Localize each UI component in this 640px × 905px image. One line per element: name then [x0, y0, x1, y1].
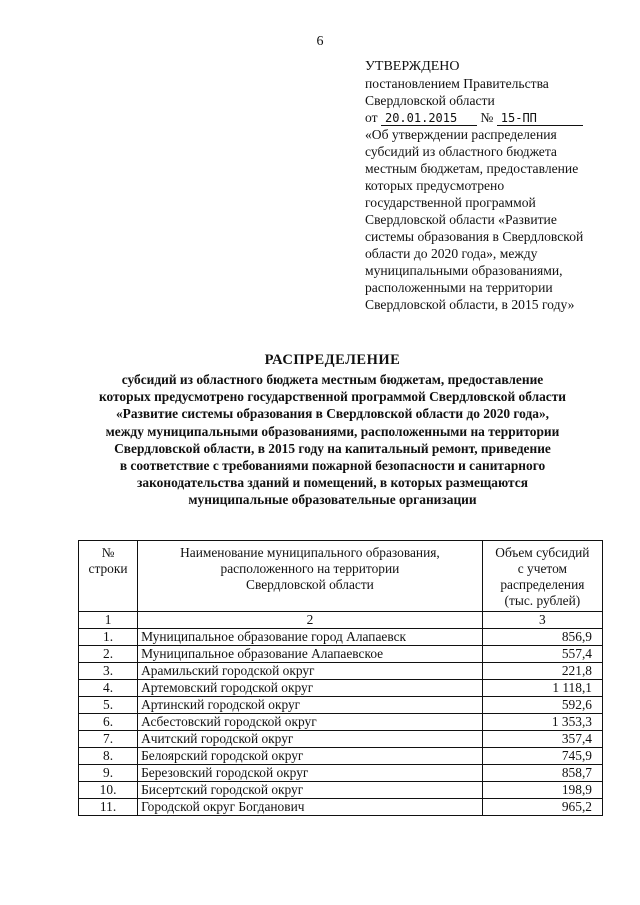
approval-line: постановлением Правительства — [365, 76, 549, 91]
subsidy-amount: 357,4 — [482, 731, 602, 748]
row-number: 9. — [79, 765, 138, 782]
table-row — [79, 680, 603, 697]
approval-heading: УТВЕРЖДЕНО — [365, 59, 460, 74]
document-subtitle-line: муниципальные образовательные организации — [188, 492, 477, 508]
subsidy-amount: 965,2 — [482, 799, 602, 816]
subsidy-amount: 856,9 — [482, 629, 602, 646]
column-index: 3 — [482, 612, 602, 629]
approval-date-line — [365, 109, 635, 126]
document-subtitle-line: которых предусмотрено государственной программой Свердловской области — [98, 389, 567, 405]
table-row — [79, 782, 603, 799]
approval-about-line: которых предусмотрено — [365, 178, 505, 193]
distribution-table — [78, 540, 603, 816]
document-subtitle-line: субсидий из областного бюджета местным бюджетам, предоставление — [121, 372, 544, 387]
table-row — [79, 714, 603, 731]
approval-about-line: системы образования в Свердловской — [365, 229, 584, 244]
row-number: 8. — [79, 748, 138, 765]
approval-about-line: государственной программой — [365, 195, 536, 210]
document-subtitle-line: в соответствие с требованиями пожарной безопасности и санитарного — [119, 458, 546, 474]
subsidy-amount: 221,8 — [482, 663, 602, 680]
header-text: расположенного на территории — [220, 561, 400, 576]
subsidy-amount: 858,7 — [482, 765, 602, 782]
column-index: 2 — [138, 612, 483, 629]
header-text: № — [101, 545, 115, 560]
header-text: Свердловской области — [246, 577, 374, 592]
municipality-name: Муниципальное образование Алапаевское — [138, 646, 483, 663]
municipality-name: Ачитский городской округ — [138, 731, 483, 748]
row-number: 1. — [79, 629, 138, 646]
subsidy-amount: 592,6 — [482, 697, 602, 714]
row-number: 7. — [79, 731, 138, 748]
header-municipality — [138, 541, 483, 612]
header-text: распределения — [500, 577, 585, 592]
approval-number: 15-ПП — [497, 112, 583, 126]
row-number: 5. — [79, 697, 138, 714]
document-title: РАСПРЕДЕЛЕНИЕ — [264, 352, 401, 368]
row-number: 11. — [79, 799, 138, 816]
subsidy-amount: 1 353,3 — [482, 714, 602, 731]
row-number: 10. — [79, 782, 138, 799]
municipality-name: Березовский городской округ — [138, 765, 483, 782]
header-text: Наименование муниципального образования, — [180, 545, 440, 560]
header-text: с учетом — [517, 561, 568, 576]
municipality-name: Асбестовский городской округ — [138, 714, 483, 731]
approval-about-line: Свердловской области «Развитие — [365, 212, 557, 227]
row-number: 4. — [79, 680, 138, 697]
approval-block — [365, 58, 635, 313]
row-number: 3. — [79, 663, 138, 680]
table-row — [79, 799, 603, 816]
subsidy-amount: 1 118,1 — [482, 680, 602, 697]
column-index: 1 — [79, 612, 138, 629]
municipality-name: Бисертский городской округ — [138, 782, 483, 799]
subsidy-amount: 557,4 — [482, 646, 602, 663]
date-prefix: от — [365, 110, 378, 125]
approval-about-line: расположенными на территории — [365, 280, 553, 295]
municipality-name: Белоярский городской округ — [138, 748, 483, 765]
document-title-block — [40, 352, 625, 509]
table-row — [79, 748, 603, 765]
approval-about-line: «Об утверждении распределения — [365, 127, 557, 142]
header-text: (тыс. рублей) — [504, 593, 581, 608]
subsidy-amount: 198,9 — [482, 782, 602, 799]
municipality-name: Артинский городской округ — [138, 697, 483, 714]
approval-date: 20.01.2015 — [381, 112, 477, 126]
document-subtitle-line: между муниципальными образованиями, расположенными на территории — [105, 423, 560, 439]
table-row — [79, 663, 603, 680]
document-subtitle-line: законодательства зданий и помещений, в которых размещаются — [137, 475, 528, 491]
table-row — [79, 646, 603, 663]
approval-about-line: Свердловской области, в 2015 году» — [365, 297, 575, 312]
municipality-name: Артемовский городской округ — [138, 680, 483, 697]
municipality-name: Муниципальное образование город Алапаевск — [138, 629, 483, 646]
table-row — [79, 765, 603, 782]
subsidy-amount: 745,9 — [482, 748, 602, 765]
header-text: Объем субсидий — [495, 545, 590, 560]
row-number: 2. — [79, 646, 138, 663]
approval-about-line: области до 2020 года», между — [365, 246, 538, 261]
column-index-row — [79, 612, 603, 629]
table-row — [79, 731, 603, 748]
header-row-number — [79, 541, 138, 612]
header-text: строки — [88, 561, 128, 576]
row-number: 6. — [79, 714, 138, 731]
table-row — [79, 697, 603, 714]
approval-about-line: субсидий из областного бюджета — [365, 144, 557, 159]
approval-line: Свердловской области — [365, 93, 495, 108]
approval-about-line: местным бюджетам, предоставление — [365, 161, 579, 176]
municipality-name: Городской округ Богданович — [138, 799, 483, 816]
page-number: 6 — [316, 34, 324, 49]
header-amount — [482, 541, 602, 612]
document-subtitle-line: «Развитие системы образования в Свердловской области до 2020 года», — [115, 406, 550, 422]
municipality-name: Арамильский городской округ — [138, 663, 483, 680]
document-subtitle-line: Свердловской области, в 2015 году на капитальный ремонт, приведение — [114, 440, 551, 456]
table-header-row — [79, 541, 603, 612]
table-row — [79, 629, 603, 646]
approval-about-line: муниципальными образованиями, — [365, 263, 563, 278]
number-prefix: № — [480, 110, 494, 125]
